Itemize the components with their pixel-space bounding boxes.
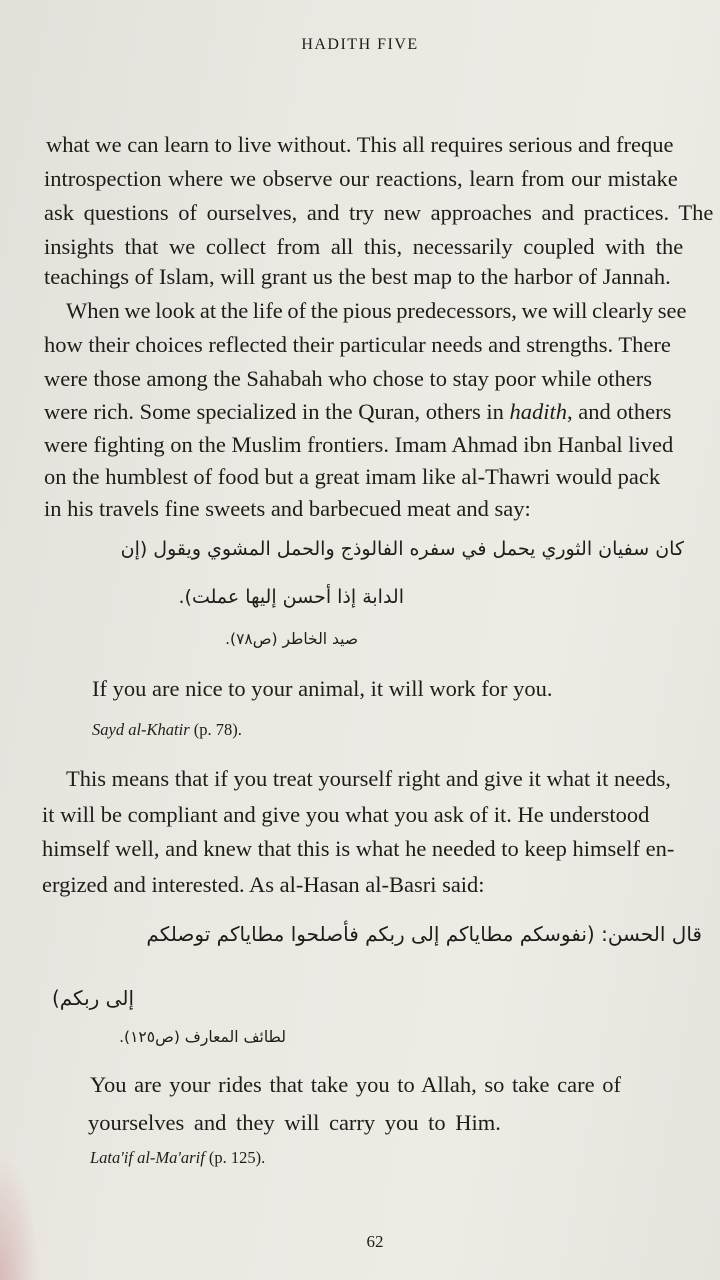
paragraph-line: teachings of Islam, will grant us the best map to the harbor of Jannah. bbox=[44, 264, 671, 289]
citation-page: (p. 125). bbox=[204, 1148, 266, 1167]
paragraph-text: were rich. Some specialized in the Quran, others in bbox=[44, 399, 504, 424]
paragraph-line: himself well, and knew that this is what he needed to keep himself en- bbox=[42, 836, 675, 861]
paragraph-text: , and others bbox=[566, 399, 672, 424]
citation bbox=[90, 1150, 265, 1167]
arabic-source: صيد الخاطر (ص٧٨). bbox=[225, 630, 358, 648]
paragraph-line: what we can learn to live without. This all requires serious and freque bbox=[46, 132, 674, 157]
arabic-quote-line: الدابة إذا أحسن إليها عملت). bbox=[178, 586, 404, 608]
paragraph-line: in his travels fine sweets and barbecued meat and say: bbox=[44, 496, 531, 521]
citation-title: Sayd al-Khatir bbox=[92, 720, 190, 739]
citation-page: (p. 78). bbox=[189, 720, 242, 739]
italic-term: hadith bbox=[509, 399, 567, 424]
arabic-source: لطائف المعارف (ص١٢٥). bbox=[119, 1028, 286, 1046]
translation-text: If you are nice to your animal, it will work for you. bbox=[92, 676, 553, 701]
paragraph-line: were those among the Sahabah who chose to stay poor while others bbox=[44, 366, 652, 391]
paragraph-line: introspection where we observe our reactions, learn from our mistake bbox=[44, 166, 678, 191]
citation-title: Lata'if al-Ma'arif bbox=[90, 1148, 205, 1167]
paragraph-line: how their choices reflected their particular needs and strengths. There bbox=[44, 332, 671, 357]
translation-text: yourselves and they will carry you to Him. bbox=[88, 1110, 501, 1135]
arabic-quote-line: إلى ربكم) bbox=[51, 986, 134, 1010]
paragraph-line: on the humblest of food but a great imam like al-Thawri would pack bbox=[44, 464, 661, 489]
paragraph-line: This means that if you treat yourself right and give it what it needs, bbox=[66, 766, 671, 791]
paragraph-line: insights that we collect from all this, necessarily coupled with the bbox=[44, 234, 684, 259]
finger-shadow bbox=[0, 1150, 40, 1280]
page-number: 62 bbox=[366, 1232, 384, 1251]
paragraph-line: were fighting on the Muslim frontiers. Imam Ahmad ibn Hanbal lived bbox=[44, 432, 674, 457]
translation-text: You are your rides that take you to Allah, so take care of bbox=[90, 1072, 621, 1097]
paragraph-line: When we look at the life of the pious predecessors, we will clearly see bbox=[66, 298, 687, 323]
paragraph-line: ergized and interested. As al-Hasan al-Basri said: bbox=[42, 872, 485, 897]
paragraph-line bbox=[44, 401, 671, 424]
paragraph-line: ask questions of ourselves, and try new approaches and practices. The bbox=[44, 200, 714, 225]
arabic-quote-line: قال الحسن: (نفوسكم مطاياكم إلى ربكم فأصلحوا مطاياكم توصلكم bbox=[146, 922, 702, 946]
arabic-quote-line: كان سفيان الثوري يحمل في سفره الفالوذج والحمل المشوي ويقول (إن bbox=[120, 538, 684, 560]
citation bbox=[92, 722, 242, 739]
running-header: HADITH FIVE bbox=[301, 36, 419, 53]
paragraph-line: it will be compliant and give you what you ask of it. He understood bbox=[42, 802, 650, 827]
